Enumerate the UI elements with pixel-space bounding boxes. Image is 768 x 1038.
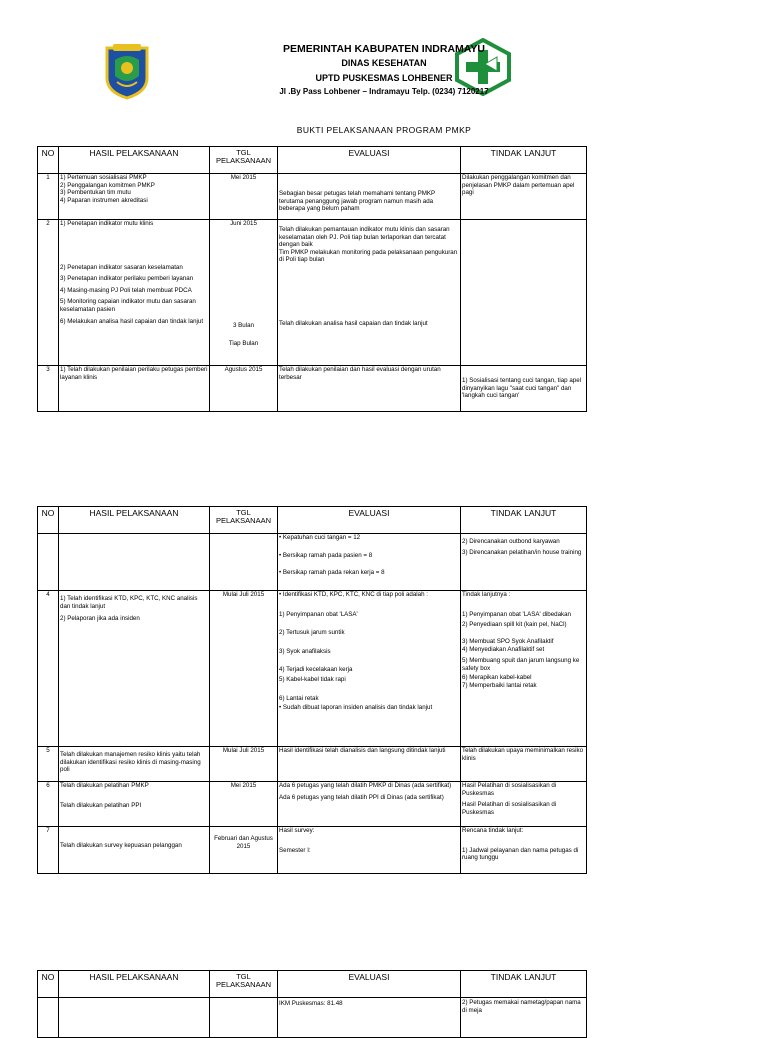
- col-header-no: NO: [38, 507, 59, 534]
- cell-evaluasi: • Kepatuhan cuci tangan = 12 • Bersikap ramah pada pasien = 8 • Bersikap ramah pada rekan kerja = 8: [278, 534, 461, 591]
- cell-no: 2: [38, 220, 59, 366]
- pmkp-table-page-2: [37, 506, 587, 874]
- hasil-item: 5) Monitoring capaian indikator mutu dan sasaran keselamatan pasien: [60, 298, 196, 313]
- table-row: [38, 827, 587, 874]
- cell-tindak: Telah dilakukan upaya meminimalkan resiko klinis: [461, 747, 587, 782]
- table-header-row: [38, 971, 587, 998]
- cell-no: [38, 534, 59, 591]
- cell-tindak: Tindak lanjutnya : 1) Penyimpanan obat 'LASA' dibedakan 2) Penyediaan spill kit (kain pel, NaCl) 3) Membuat SPO Syok Anafilaktif 4) Menyediakan Anafilaktif set 5) Membuang spuit dan jarum langsung ke safety box 6) Merapikan kabel-kabel 7) Memperbaiki lantai retak: [461, 591, 587, 747]
- hasil-item: 3) Penetapan indikator perilaku pemberi layanan: [60, 275, 194, 283]
- col-header-tindak: TINDAK LANJUT: [461, 971, 587, 998]
- table-row: [38, 747, 587, 782]
- cell-tindak: 2) Direncanakan outbond karyawan 3) Direncanakan pelatihan/in house training: [461, 534, 587, 591]
- cell-evaluasi: Telah dilakukan pemantauan indikator mutu klinis dan sasaran keselamatan oleh PJ. Poli tiap bulan terlaporkan dan tercatat dengan baik Tim PMKP melakukan monitoring pada pelaksanaan pengukuran di Poli tiap bulan Telah dilakukan analisa hasil capaian dan tindak lanjut: [278, 220, 461, 366]
- col-header-evaluasi: EVALUASI: [278, 971, 461, 998]
- cell-tindak: Rencana tindak lanjut: 1) Jadwal pelayanan dan nama petugas di ruang tunggu: [461, 827, 587, 874]
- cell-hasil: Telah dilakukan pelatihan PMKP Telah dilakukan pelatihan PPI: [59, 782, 210, 827]
- col-header-evaluasi: EVALUASI: [278, 147, 461, 174]
- cell-no: 4: [38, 591, 59, 747]
- col-header-hasil: HASIL PELAKSANAAN: [59, 147, 210, 174]
- table-row: [38, 782, 587, 827]
- cell-hasil: [59, 534, 210, 591]
- cell-hasil: Telah dilakukan manajemen resiko klinis yaitu telah dilakukan identifikasi resiko klinis di masing-masing poli: [59, 747, 210, 782]
- col-header-tgl: TGL PELAKSANAAN: [210, 971, 278, 998]
- cell-tindak: 2) Petugas memakai nametag/papan nama di meja: [461, 998, 587, 1038]
- col-header-hasil: HASIL PELAKSANAAN: [59, 971, 210, 998]
- hasil-item: 6) Melakukan analisa hasil capaian dan tindak lanjut: [60, 317, 204, 325]
- cell-tindak: [461, 220, 587, 366]
- table-header-row: [38, 147, 587, 174]
- cell-no: 6: [38, 782, 59, 827]
- col-header-hasil: HASIL PELAKSANAAN: [59, 507, 210, 534]
- cell-evaluasi: Hasil survey: Semester I:: [278, 827, 461, 874]
- cell-no: 5: [38, 747, 59, 782]
- cell-tgl: [210, 534, 278, 591]
- table-row: [38, 220, 587, 366]
- header-line-2: DINAS KESEHATAN: [341, 58, 427, 68]
- col-header-no: NO: [38, 147, 59, 174]
- table-row: [38, 591, 587, 747]
- cell-evaluasi: Hasil identifikasi telah dianalisis dan langsung ditindak lanjuti: [278, 747, 461, 782]
- cell-hasil: [59, 220, 210, 366]
- col-header-tgl: TGL PELAKSANAAN: [210, 507, 278, 534]
- cell-tgl: Mulai Juli 2015: [210, 591, 278, 747]
- header-line-3: UPTD PUSKESMAS LOHBENER: [315, 73, 453, 83]
- cell-hasil: Telah dilakukan survey kepuasan pelanggan: [59, 827, 210, 874]
- cell-tgl: Mulai Juli 2015: [210, 747, 278, 782]
- document-title: BUKTI PELAKSANAAN PROGRAM PMKP: [296, 125, 472, 135]
- cell-tgl: Mei 2015: [210, 174, 278, 220]
- header-line-4: Jl .By Pass Lohbener – Indramayu Telp. (0234) 7120217: [279, 87, 489, 96]
- cell-evaluasi: Ada 6 petugas yang telah dilatih PMKP di Dinas (ada sertifikat) Ada 6 petugas yang telah dilatih PPI di Dinas (ada sertifikat): [278, 782, 461, 827]
- cell-no: 1: [38, 174, 59, 220]
- cell-no: [38, 998, 59, 1038]
- cell-tgl: [210, 998, 278, 1038]
- table-row: [38, 366, 587, 412]
- hasil-item: 1) Penetapan indikator mutu klinis: [60, 220, 154, 227]
- cell-evaluasi: IKM Puskesmas: 81.48: [278, 998, 461, 1038]
- cell-tgl: Februari dan Agustus 2015: [210, 827, 278, 874]
- cell-hasil: 1) Pertemuan sosialisasi PMKP 2) Penggalangan komitmen PMKP 3) Pembentukan tim mutu 4) Paparan instrumen akreditasi: [59, 174, 210, 220]
- pmkp-table-page-3: [37, 970, 587, 1038]
- col-header-evaluasi: EVALUASI: [278, 507, 461, 534]
- cell-tindak: Dilakukan penggalangan komitmen dan penjelasan PMKP dalam pertemuan apel pagi: [461, 174, 587, 220]
- table-row: [38, 534, 587, 591]
- cell-hasil: [59, 998, 210, 1038]
- cell-hasil: 1) Telah dilakukan penilaian perilaku petugas pemberi layanan klinis: [59, 366, 210, 412]
- cell-tgl: Juni 2015 3 Bulan Tiap Bulan: [210, 220, 278, 366]
- table-row: [38, 174, 587, 220]
- table-row: [38, 998, 587, 1038]
- hasil-item: 2) Penetapan indikator sasaran keselamatan: [60, 263, 183, 271]
- col-header-tindak: TINDAK LANJUT: [461, 147, 587, 174]
- col-header-tgl: TGL PELAKSANAAN: [210, 147, 278, 174]
- cell-no: 7: [38, 827, 59, 874]
- header-line-1: PEMERINTAH KABUPATEN INDRAMAYU: [282, 43, 486, 55]
- cell-tgl: Agustus 2015: [210, 366, 278, 412]
- cell-evaluasi: • Identifikasi KTD, KPC, KTC, KNC di tiap poli adalah : 1) Penyimpanan obat 'LASA' 2) Tertusuk jarum suntik 3) Syok anafilaksis 4) Terjadi kecelakaan kerja 5) Kabel-kabel tidak rapi 6) Lantai retak • Sudah dibuat laporan insiden analisis dan tindak lanjut: [278, 591, 461, 747]
- col-header-no: NO: [38, 971, 59, 998]
- cell-hasil: 1) Telah identifikasi KTD, KPC, KTC, KNC analisis dan tindak lanjut 2) Pelaporan jika ada insiden: [59, 591, 210, 747]
- cell-tgl: Mei 2015: [210, 782, 278, 827]
- cell-evaluasi: Sebagian besar petugas telah memahami tentang PMKP terutama penanggung jawab program namun masih ada beberapa yang belum paham: [278, 174, 461, 220]
- cell-tindak: 1) Sosialisasi tentang cuci tangan, tiap apel dinyanyikan lagu "saat cuci tangan" dan 'langkah cuci tangan': [461, 366, 587, 412]
- col-header-tindak: TINDAK LANJUT: [461, 507, 587, 534]
- cell-no: 3: [38, 366, 59, 412]
- cell-evaluasi: Telah dilakukan penilaian dan hasil evaluasi dengan urutan terbesar: [278, 366, 461, 412]
- cell-tindak: Hasil Pelatihan di sosialisasikan di Puskesmas Hasil Pelatihan di sosialisasikan di Puskesmas: [461, 782, 587, 827]
- hasil-item: 4) Masing-masing PJ Poli telah membuat PDCA: [60, 286, 192, 294]
- table-header-row: [38, 507, 587, 534]
- pmkp-table-page-1: [37, 146, 587, 412]
